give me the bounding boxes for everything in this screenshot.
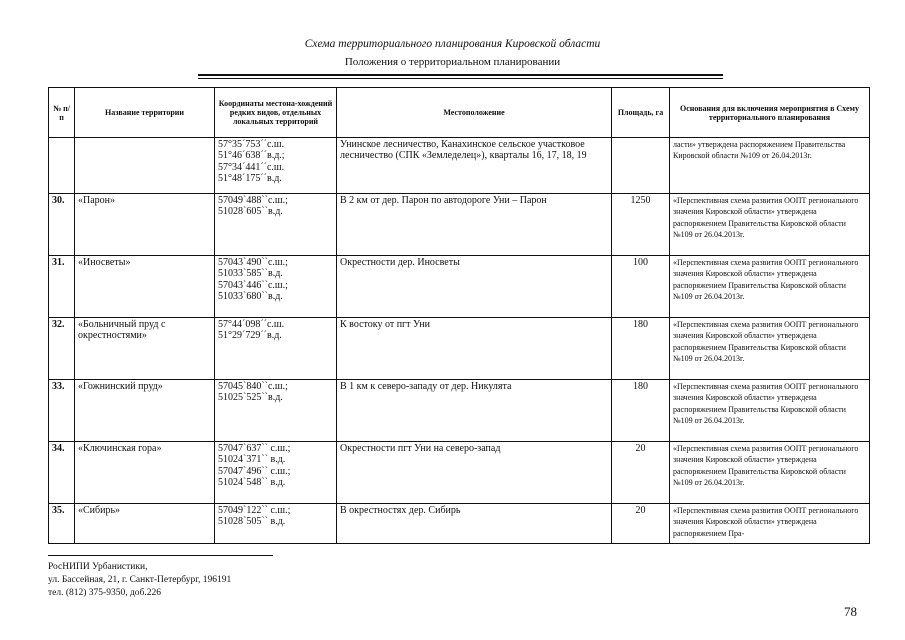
document-subtitle: Положения о территориальном планировании bbox=[344, 56, 561, 68]
table-row bbox=[49, 380, 870, 442]
coordinate-line: 51028`505`` в.д. bbox=[218, 516, 286, 528]
territory-name: «Ключинская гора» bbox=[75, 442, 215, 504]
coordinate-line: 57049`122`` с.ш.; bbox=[218, 505, 291, 516]
coordinates-cell bbox=[215, 318, 337, 380]
basis-cell: «Перспективная схема развития ООПТ регионального значения Кировской области» утверждена распоряжением Пра- bbox=[670, 504, 870, 544]
header-rule-thin bbox=[198, 78, 723, 79]
row-number: 33. bbox=[49, 380, 75, 442]
coordinate-line: 57049`488``с.ш.; bbox=[218, 195, 288, 206]
area-cell: 100 bbox=[612, 256, 670, 318]
territory-name: «Гожнинский пруд» bbox=[75, 380, 215, 442]
coordinate-line: 57°34´441´´с.ш. bbox=[218, 161, 285, 173]
coordinate-line: 51025`525``в.д. bbox=[218, 392, 283, 404]
coordinates-cell bbox=[215, 256, 337, 318]
coordinate-line: 51033`585``в.д. bbox=[218, 268, 283, 280]
coordinate-line: 57°35´753´´с.ш. bbox=[218, 139, 285, 150]
col-header-basis: Основания для включения мероприятия в Схему территориального планирования bbox=[670, 88, 870, 138]
col-header-coords: Координаты местона-хождений редких видов, отдельных локальных территорий bbox=[215, 88, 337, 138]
table-row bbox=[49, 318, 870, 380]
location-cell: Окрестности пгт Уни на северо-запад bbox=[337, 442, 612, 504]
coordinate-line: 51028`605``в.д. bbox=[218, 206, 283, 218]
territory-name: «Иносветы» bbox=[75, 256, 215, 318]
table-header-row bbox=[49, 88, 870, 138]
location-cell: В окрестностях дер. Сибирь bbox=[337, 504, 612, 544]
coordinate-line: 51033`680``в.д. bbox=[218, 291, 283, 303]
area-cell: 20 bbox=[612, 442, 670, 504]
location-cell: В 2 км от дер. Парон по автодороге Уни – Парон bbox=[337, 194, 612, 256]
col-header-area: Площадь, га bbox=[612, 88, 670, 138]
territory-name bbox=[75, 138, 215, 194]
coordinate-line: 57047`496`` с.ш.; bbox=[218, 465, 291, 477]
coordinate-line: 57043`490``с.ш.; bbox=[218, 257, 288, 268]
document-title: Схема территориального планирования Кировской области bbox=[304, 38, 601, 50]
table-row bbox=[49, 504, 870, 544]
territory-name: «Сибирь» bbox=[75, 504, 215, 544]
location-cell: В 1 км к северо-западу от дер. Никулята bbox=[337, 380, 612, 442]
area-cell: 20 bbox=[612, 504, 670, 544]
row-number: 34. bbox=[49, 442, 75, 504]
area-cell: 1250 bbox=[612, 194, 670, 256]
area-cell bbox=[612, 138, 670, 194]
coordinate-line: 51024`371`` в.д. bbox=[218, 454, 286, 466]
basis-cell: «Перспективная схема развития ООПТ регионального значения Кировской области» утверждена распоряжением Правительства Кировской области №109 от 26.04.2013г. bbox=[670, 442, 870, 504]
territory-name: «Парон» bbox=[75, 194, 215, 256]
basis-cell: «Перспективная схема развития ООПТ регионального значения Кировской области» утверждена распоряжением Правительства Кировской области №109 от 26.04.2013г. bbox=[670, 194, 870, 256]
footer-phone: тел. (812) 375-9350, доб.226 bbox=[48, 588, 162, 598]
coordinate-line: 51°48´175´´в.д. bbox=[218, 173, 282, 185]
area-cell: 180 bbox=[612, 380, 670, 442]
row-number bbox=[49, 138, 75, 194]
territories-table bbox=[48, 87, 870, 544]
table-row bbox=[49, 442, 870, 504]
coordinates-cell bbox=[215, 504, 337, 544]
coordinate-line: 57047`637`` с.ш.; bbox=[218, 443, 291, 454]
location-cell: Окрестности дер. Иносветы bbox=[337, 256, 612, 318]
table-row bbox=[49, 194, 870, 256]
location-cell: Унинское лесничество, Канахинское сельское участковое лесничество (СПК «Земледелец»), кварталы 16, 17, 18, 19 bbox=[337, 138, 612, 194]
col-header-num: № п/п bbox=[49, 88, 75, 138]
coordinate-line: 57045`840``с.ш.; bbox=[218, 381, 288, 392]
row-number: 35. bbox=[49, 504, 75, 544]
coordinate-line: 51°29´729´´в.д. bbox=[218, 330, 282, 342]
row-number: 31. bbox=[49, 256, 75, 318]
location-cell: К востоку от пгт Уни bbox=[337, 318, 612, 380]
territory-name: «Больничный пруд с окрестностями» bbox=[75, 318, 215, 380]
col-header-location: Местоположение bbox=[337, 88, 612, 138]
coordinates-cell bbox=[215, 380, 337, 442]
coordinate-line: 51024`548`` в.д. bbox=[218, 477, 286, 489]
table-row bbox=[49, 256, 870, 318]
col-header-name: Название территории bbox=[75, 88, 215, 138]
basis-cell: «Перспективная схема развития ООПТ регионального значения Кировской области» утверждена распоряжением Правительства Кировской области №109 от 26.04.2013г. bbox=[670, 256, 870, 318]
basis-cell: ласти» утверждена распоряжением Правительства Кировской области №109 от 26.04.2013г. bbox=[670, 138, 870, 194]
footer-rule bbox=[48, 555, 273, 556]
basis-cell: «Перспективная схема развития ООПТ регионального значения Кировской области» утверждена распоряжением Правительства Кировской области №109 от 26.04.2013г. bbox=[670, 380, 870, 442]
header-rule-thick bbox=[198, 74, 723, 76]
row-number: 32. bbox=[49, 318, 75, 380]
area-cell: 180 bbox=[612, 318, 670, 380]
coordinates-cell bbox=[215, 194, 337, 256]
table-row bbox=[49, 138, 870, 194]
footer-address: ул. Бассейная, 21, г. Санкт-Петербург, 196191 bbox=[48, 575, 232, 585]
coordinate-line: 57043`446``с.ш.; bbox=[218, 279, 288, 291]
coordinate-line: 57°44´098´´с.ш. bbox=[218, 319, 285, 330]
coordinates-cell bbox=[215, 138, 337, 194]
footer-org: РосНИПИ Урбанистики, bbox=[48, 562, 148, 572]
page-number: 78 bbox=[844, 604, 857, 619]
coordinates-cell bbox=[215, 442, 337, 504]
coordinate-line: 51°46´638´´в.д.; bbox=[218, 150, 285, 162]
row-number: 30. bbox=[49, 194, 75, 256]
basis-cell: «Перспективная схема развития ООПТ регионального значения Кировской области» утверждена распоряжением Правительства Кировской области №109 от 26.04.2013г. bbox=[670, 318, 870, 380]
